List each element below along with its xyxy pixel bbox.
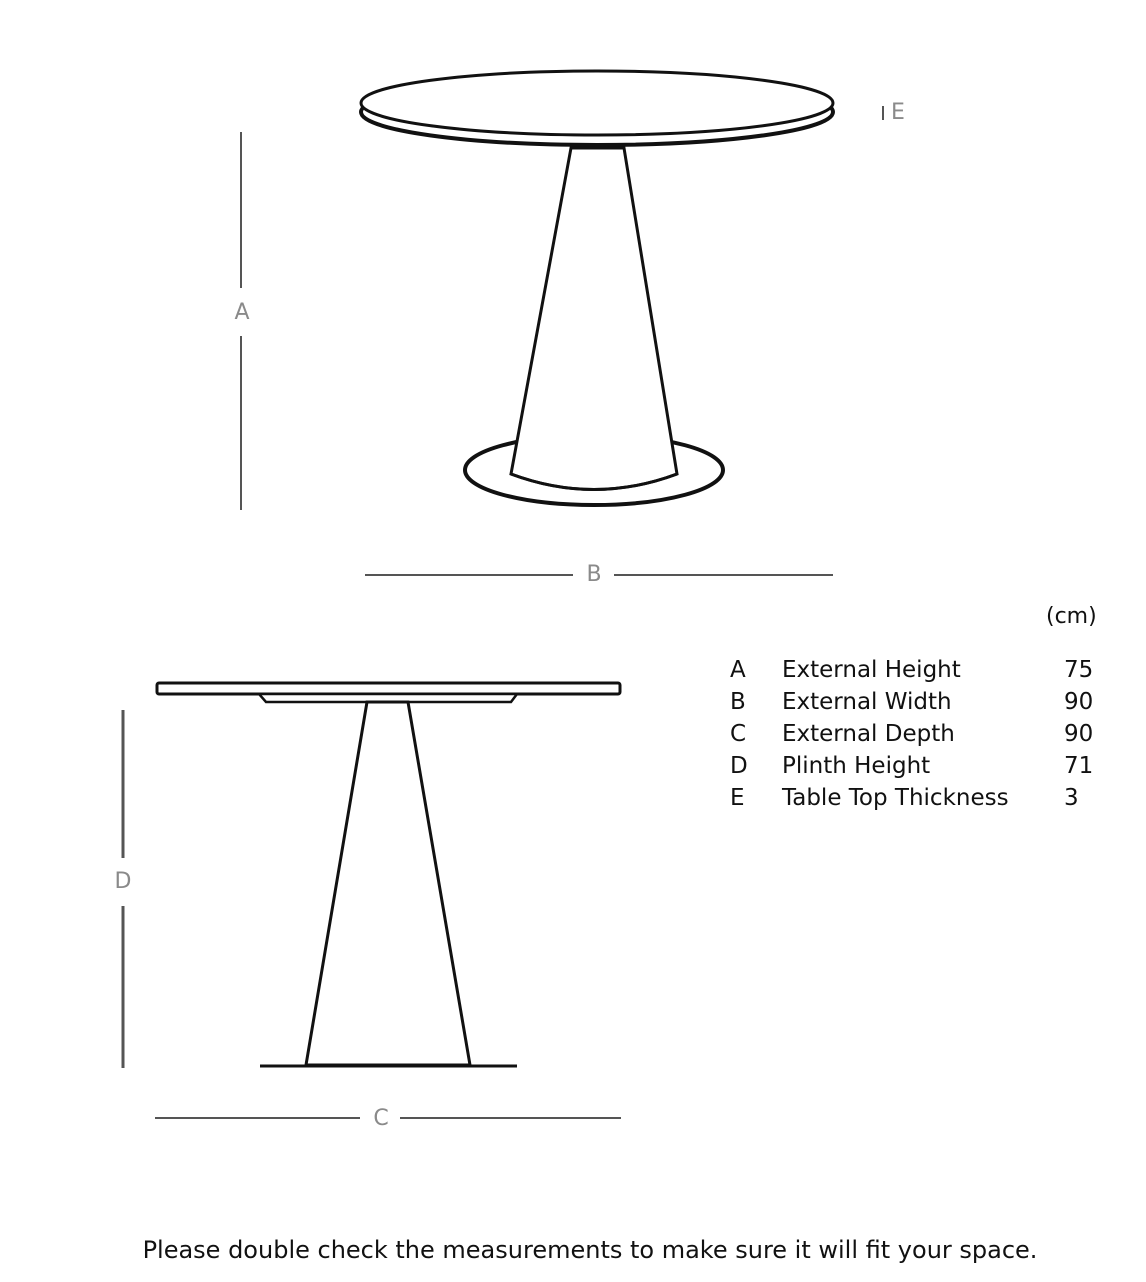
unit-label: (cm): [1046, 604, 1097, 629]
cone-pedestal: [511, 148, 677, 490]
dimension-row: [730, 718, 1104, 750]
dimension-row: [730, 654, 1104, 686]
dimension-value: 90: [1064, 721, 1094, 747]
dimension-letter: A: [730, 657, 746, 683]
dimension-label-d: D: [110, 869, 136, 895]
dimensions-table: [730, 654, 1104, 814]
dimension-name: Table Top Thickness: [782, 785, 1009, 811]
dimension-name: Plinth Height: [782, 753, 931, 779]
dimension-row: [730, 782, 1104, 814]
dimension-label-c: C: [368, 1106, 394, 1132]
dimension-letter: E: [730, 785, 745, 811]
dimension-letter: C: [730, 721, 747, 747]
dimension-letter: D: [730, 753, 748, 779]
dimension-value: 75: [1064, 657, 1094, 683]
dimension-name: External Depth: [782, 721, 955, 747]
dimension-name: External Width: [782, 689, 952, 715]
dimension-label-b: B: [582, 562, 606, 588]
table-top-surface: [361, 71, 833, 135]
side-view: [157, 683, 620, 1066]
footnote: Please double check the measurements to make sure it will fit your space.: [142, 1236, 1038, 1264]
side-table-top: [157, 683, 620, 694]
dimension-label-e: E: [888, 100, 908, 126]
perspective-view: [361, 71, 833, 505]
dimension-letter: B: [730, 689, 746, 715]
dimension-label-a: A: [230, 300, 254, 326]
dimension-name: External Height: [782, 657, 961, 683]
dimension-row: [730, 750, 1104, 782]
side-pedestal: [306, 702, 470, 1065]
dimension-row: [730, 686, 1104, 718]
dimension-value: 90: [1064, 689, 1094, 715]
dimension-value: 3: [1064, 785, 1079, 811]
dimension-value: 71: [1064, 753, 1094, 779]
